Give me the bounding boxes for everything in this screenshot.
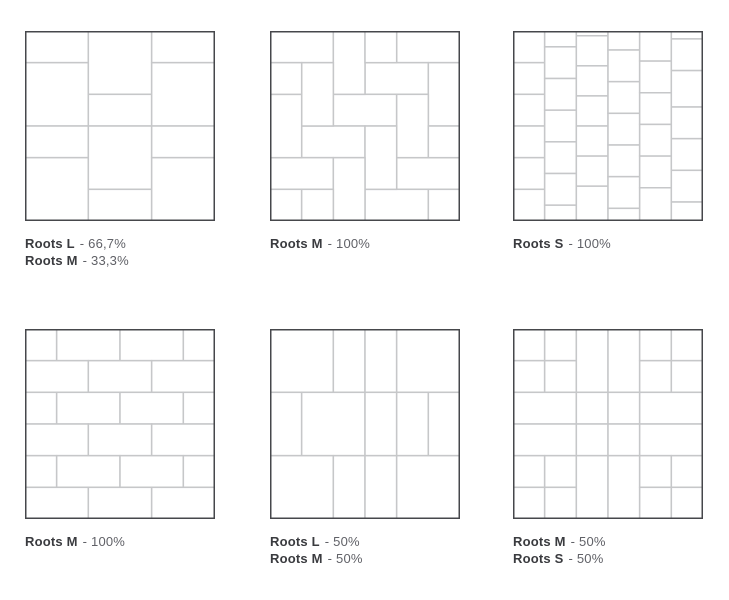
pattern-cell-2 (270, 31, 460, 252)
label-line (513, 550, 703, 567)
pattern-cell-5 (270, 329, 460, 567)
label-line (513, 533, 703, 550)
tile-name: Roots M (270, 551, 323, 566)
tile-share: - 100% (327, 236, 371, 251)
pattern-cell-6 (513, 329, 703, 567)
tile-name: Roots L (270, 534, 320, 549)
pattern-label-1 (25, 235, 215, 269)
tile-share: - 100% (568, 236, 611, 251)
tile-share: - 100% (82, 534, 126, 549)
tile-share: - 33,3% (82, 253, 129, 268)
pattern-label-5 (270, 533, 460, 567)
pattern-diagram-roots-l-m-50 (270, 329, 460, 519)
tile-name: Roots M (25, 534, 78, 549)
pattern-label-4 (25, 533, 215, 550)
pattern-diagram-running-bond-m (25, 329, 215, 519)
label-line (270, 550, 460, 567)
label-line (270, 235, 460, 252)
pattern-cell-3 (513, 31, 703, 252)
pattern-label-6 (513, 533, 703, 567)
label-line (25, 235, 215, 252)
label-line (25, 533, 215, 550)
tile-share: - 50% (327, 551, 363, 566)
tile-name: Roots L (25, 236, 75, 251)
tile-name: Roots S (513, 236, 564, 251)
pattern-cell-1 (25, 31, 215, 269)
label-line (513, 235, 703, 252)
tile-share: - 50% (324, 534, 360, 549)
tile-share: - 66,7% (79, 236, 126, 251)
tile-name: Roots M (270, 236, 323, 251)
pattern-label-3 (513, 235, 703, 252)
pattern-diagram-roots-m-s-50 (513, 329, 703, 519)
pattern-diagram-staggered-s (513, 31, 703, 221)
tile-name: Roots M (513, 534, 566, 549)
tile-share: - 50% (568, 551, 604, 566)
pattern-diagram-roots-l-m (25, 31, 215, 221)
tile-name: Roots M (25, 253, 78, 268)
pattern-label-2 (270, 235, 460, 252)
label-line (270, 533, 460, 550)
pattern-diagram-herringbone-m (270, 31, 460, 221)
label-line (25, 252, 215, 269)
pattern-cell-4 (25, 329, 215, 550)
tile-name: Roots S (513, 551, 564, 566)
tile-share: - 50% (570, 534, 606, 549)
